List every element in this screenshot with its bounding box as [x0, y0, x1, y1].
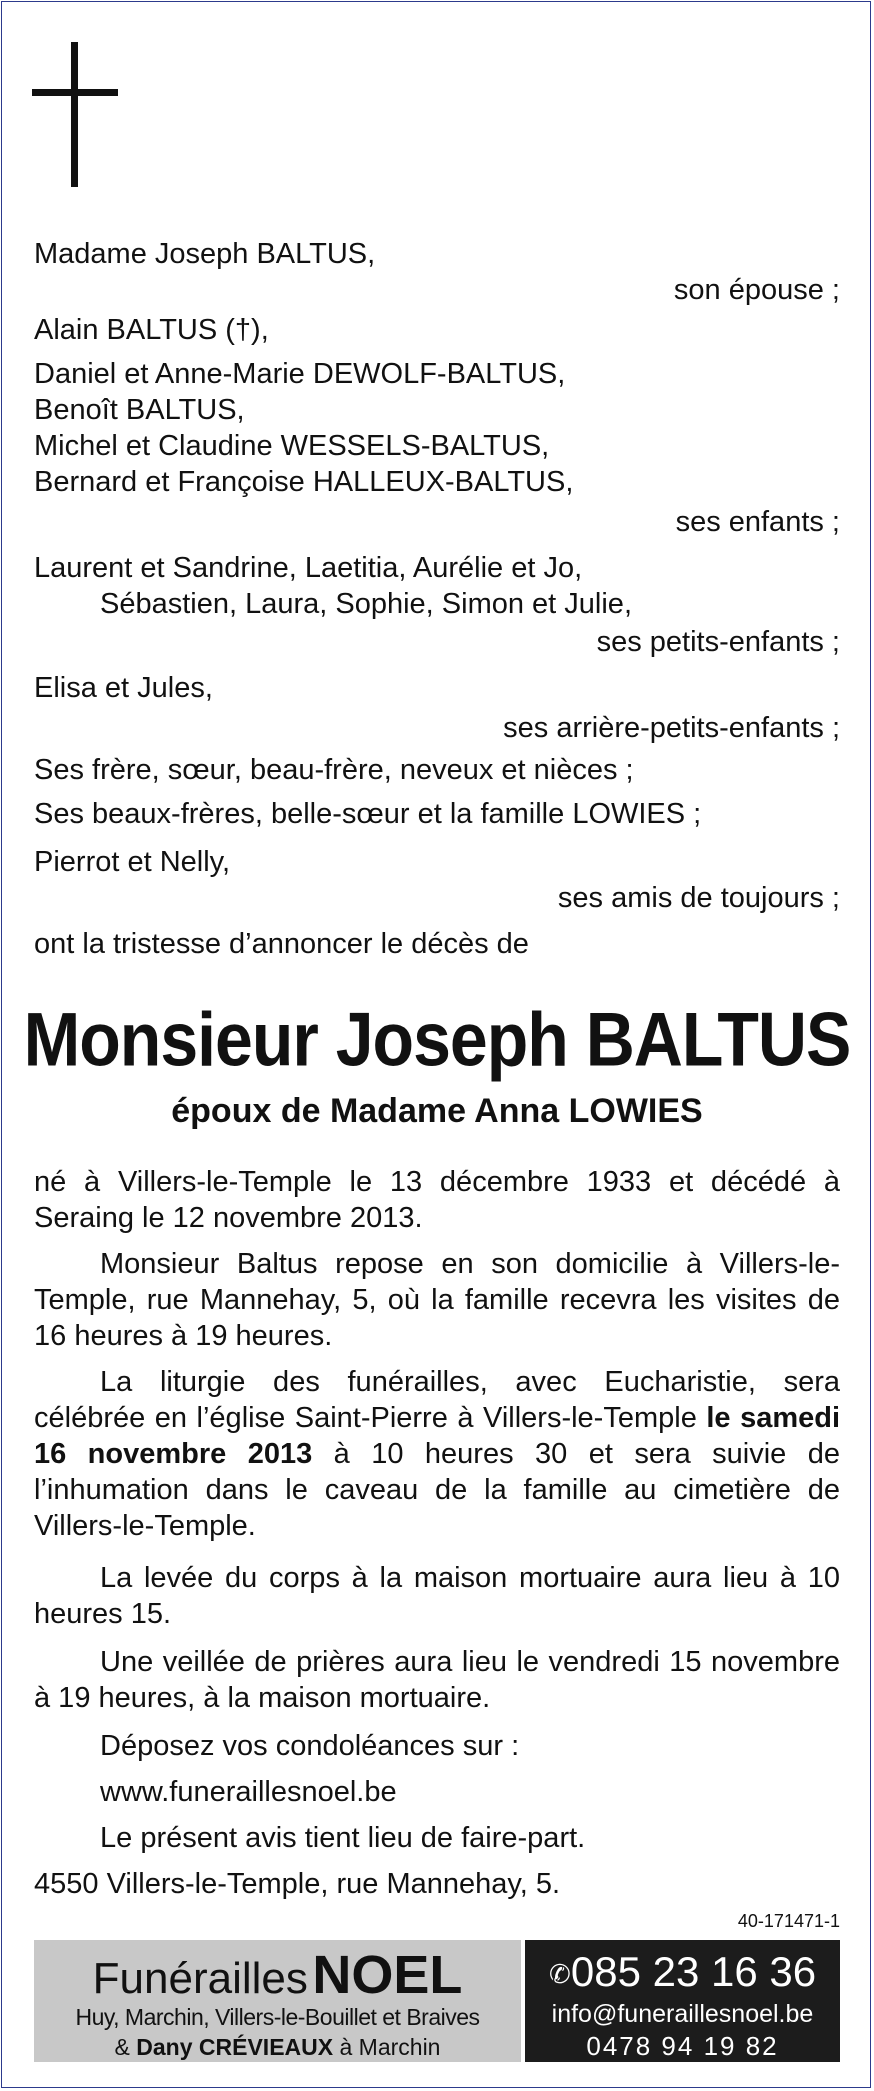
phone-number[interactable]: 085 23 16 36	[570, 1948, 817, 1995]
notice-text: Le présent avis tient lieu de faire-part.	[100, 1822, 586, 1854]
funeral-home-banner	[34, 1940, 840, 2062]
reference-number: 40-171471-1	[737, 1911, 840, 1931]
funeral-home-partner	[34, 2034, 521, 2061]
family-great-grandchildren: Elisa et Jules,	[34, 672, 213, 704]
address-text: 4550 Villers-le-Temple, rue Mannehay, 5.	[34, 1868, 561, 1900]
funeral-home-info	[34, 1940, 521, 2062]
brand-prefix: Funérailles	[92, 1954, 308, 2003]
birth-death-paragraph: né à Villers-le-Temple le 13 décembre 1933 et décédé à Seraing le 12 novembre 2013.	[34, 1166, 840, 1234]
funeral-home-contact	[525, 1940, 840, 2062]
veillee-paragraph: Une veillée de prières aura lieu le vendredi 15 novembre à 19 heures, à la maison mortuaire.	[34, 1646, 840, 1714]
family-friends: Pierrot et Nelly,	[34, 846, 231, 878]
family-friends-role: ses amis de toujours ;	[557, 882, 840, 914]
cross-icon	[32, 42, 118, 187]
repose-paragraph: Monsieur Baltus repose en son domicilie à Villers-le-Temple, rue Mannehay, 5, où la famille recevra les visites de 16 heures à 19 heures.	[34, 1248, 840, 1352]
phone-line[interactable]	[525, 1948, 840, 1996]
email-address[interactable]: info@funeraillesnoel.be	[551, 2000, 814, 2028]
partner-name: Dany CRÉVIEAUX	[136, 2034, 334, 2060]
announce-text: ont la tristesse d’annoncer le décès de	[34, 928, 529, 960]
brand-name: NOEL	[312, 1945, 463, 2005]
funeral-home-locations: Huy, Marchin, Villers-le-Bouillet et Braives	[75, 2004, 480, 2030]
funeral-home-title	[34, 1944, 521, 2006]
phone-icon: ✆	[548, 1959, 571, 1989]
partner-prefix: &	[114, 2034, 137, 2060]
website-link[interactable]: www.funeraillesnoel.be	[100, 1776, 397, 1808]
condolences-text: Déposez vos condoléances sur :	[100, 1730, 520, 1762]
family-child: Benoît BALTUS,	[34, 394, 245, 426]
levee-paragraph: La levée du corps à la maison mortuaire aura lieu à 10 heures 15.	[34, 1562, 840, 1630]
family-siblings: Ses frère, sœur, beau-frère, neveux et nièces ;	[34, 754, 634, 786]
mobile-number[interactable]: 0478 94 19 82	[586, 2031, 779, 2061]
partner-suffix: à Marchin	[333, 2034, 441, 2060]
liturgy-text-a: La liturgie des funérailles, avec Eucharistie, sera célébrée en l’église Saint-Pierre à Villers-le-Temple	[34, 1366, 840, 1434]
family-child: Michel et Claudine WESSELS-BALTUS,	[34, 430, 550, 462]
family-wife: Madame Joseph BALTUS,	[34, 238, 376, 270]
family-grandchildren-role: ses petits-enfants ;	[596, 626, 840, 658]
family-wife-role: son épouse ;	[673, 274, 840, 306]
deceased-spouse-line: époux de Madame Anna LOWIES	[171, 1092, 703, 1130]
family-child: Daniel et Anne-Marie DEWOLF-BALTUS,	[34, 358, 566, 390]
family-grandchildren-line1: Laurent et Sandrine, Laetitia, Aurélie et Jo,	[34, 552, 583, 584]
deceased-name: Monsieur Joseph BALTUS	[23, 997, 851, 1083]
family-great-grandchildren-role: ses arrière-petits-enfants ;	[503, 712, 840, 744]
liturgy-paragraph	[34, 1364, 840, 1544]
family-children-role: ses enfants ;	[675, 506, 840, 538]
family-child: Alain BALTUS (†),	[34, 314, 269, 346]
family-child: Bernard et Françoise HALLEUX-BALTUS,	[34, 466, 574, 498]
family-grandchildren-line2: Sébastien, Laura, Sophie, Simon et Julie,	[100, 588, 632, 620]
liturgy-date: le samedi 16 novembre 2013	[34, 1402, 841, 1470]
liturgy-text-b: à 10 heures 30 et sera suivie de l’inhumation dans le caveau de la famille au cimetière de Villers-le-Temple.	[34, 1438, 840, 1542]
family-in-laws: Ses beaux-frères, belle-sœur et la famille LOWIES ;	[34, 798, 702, 830]
